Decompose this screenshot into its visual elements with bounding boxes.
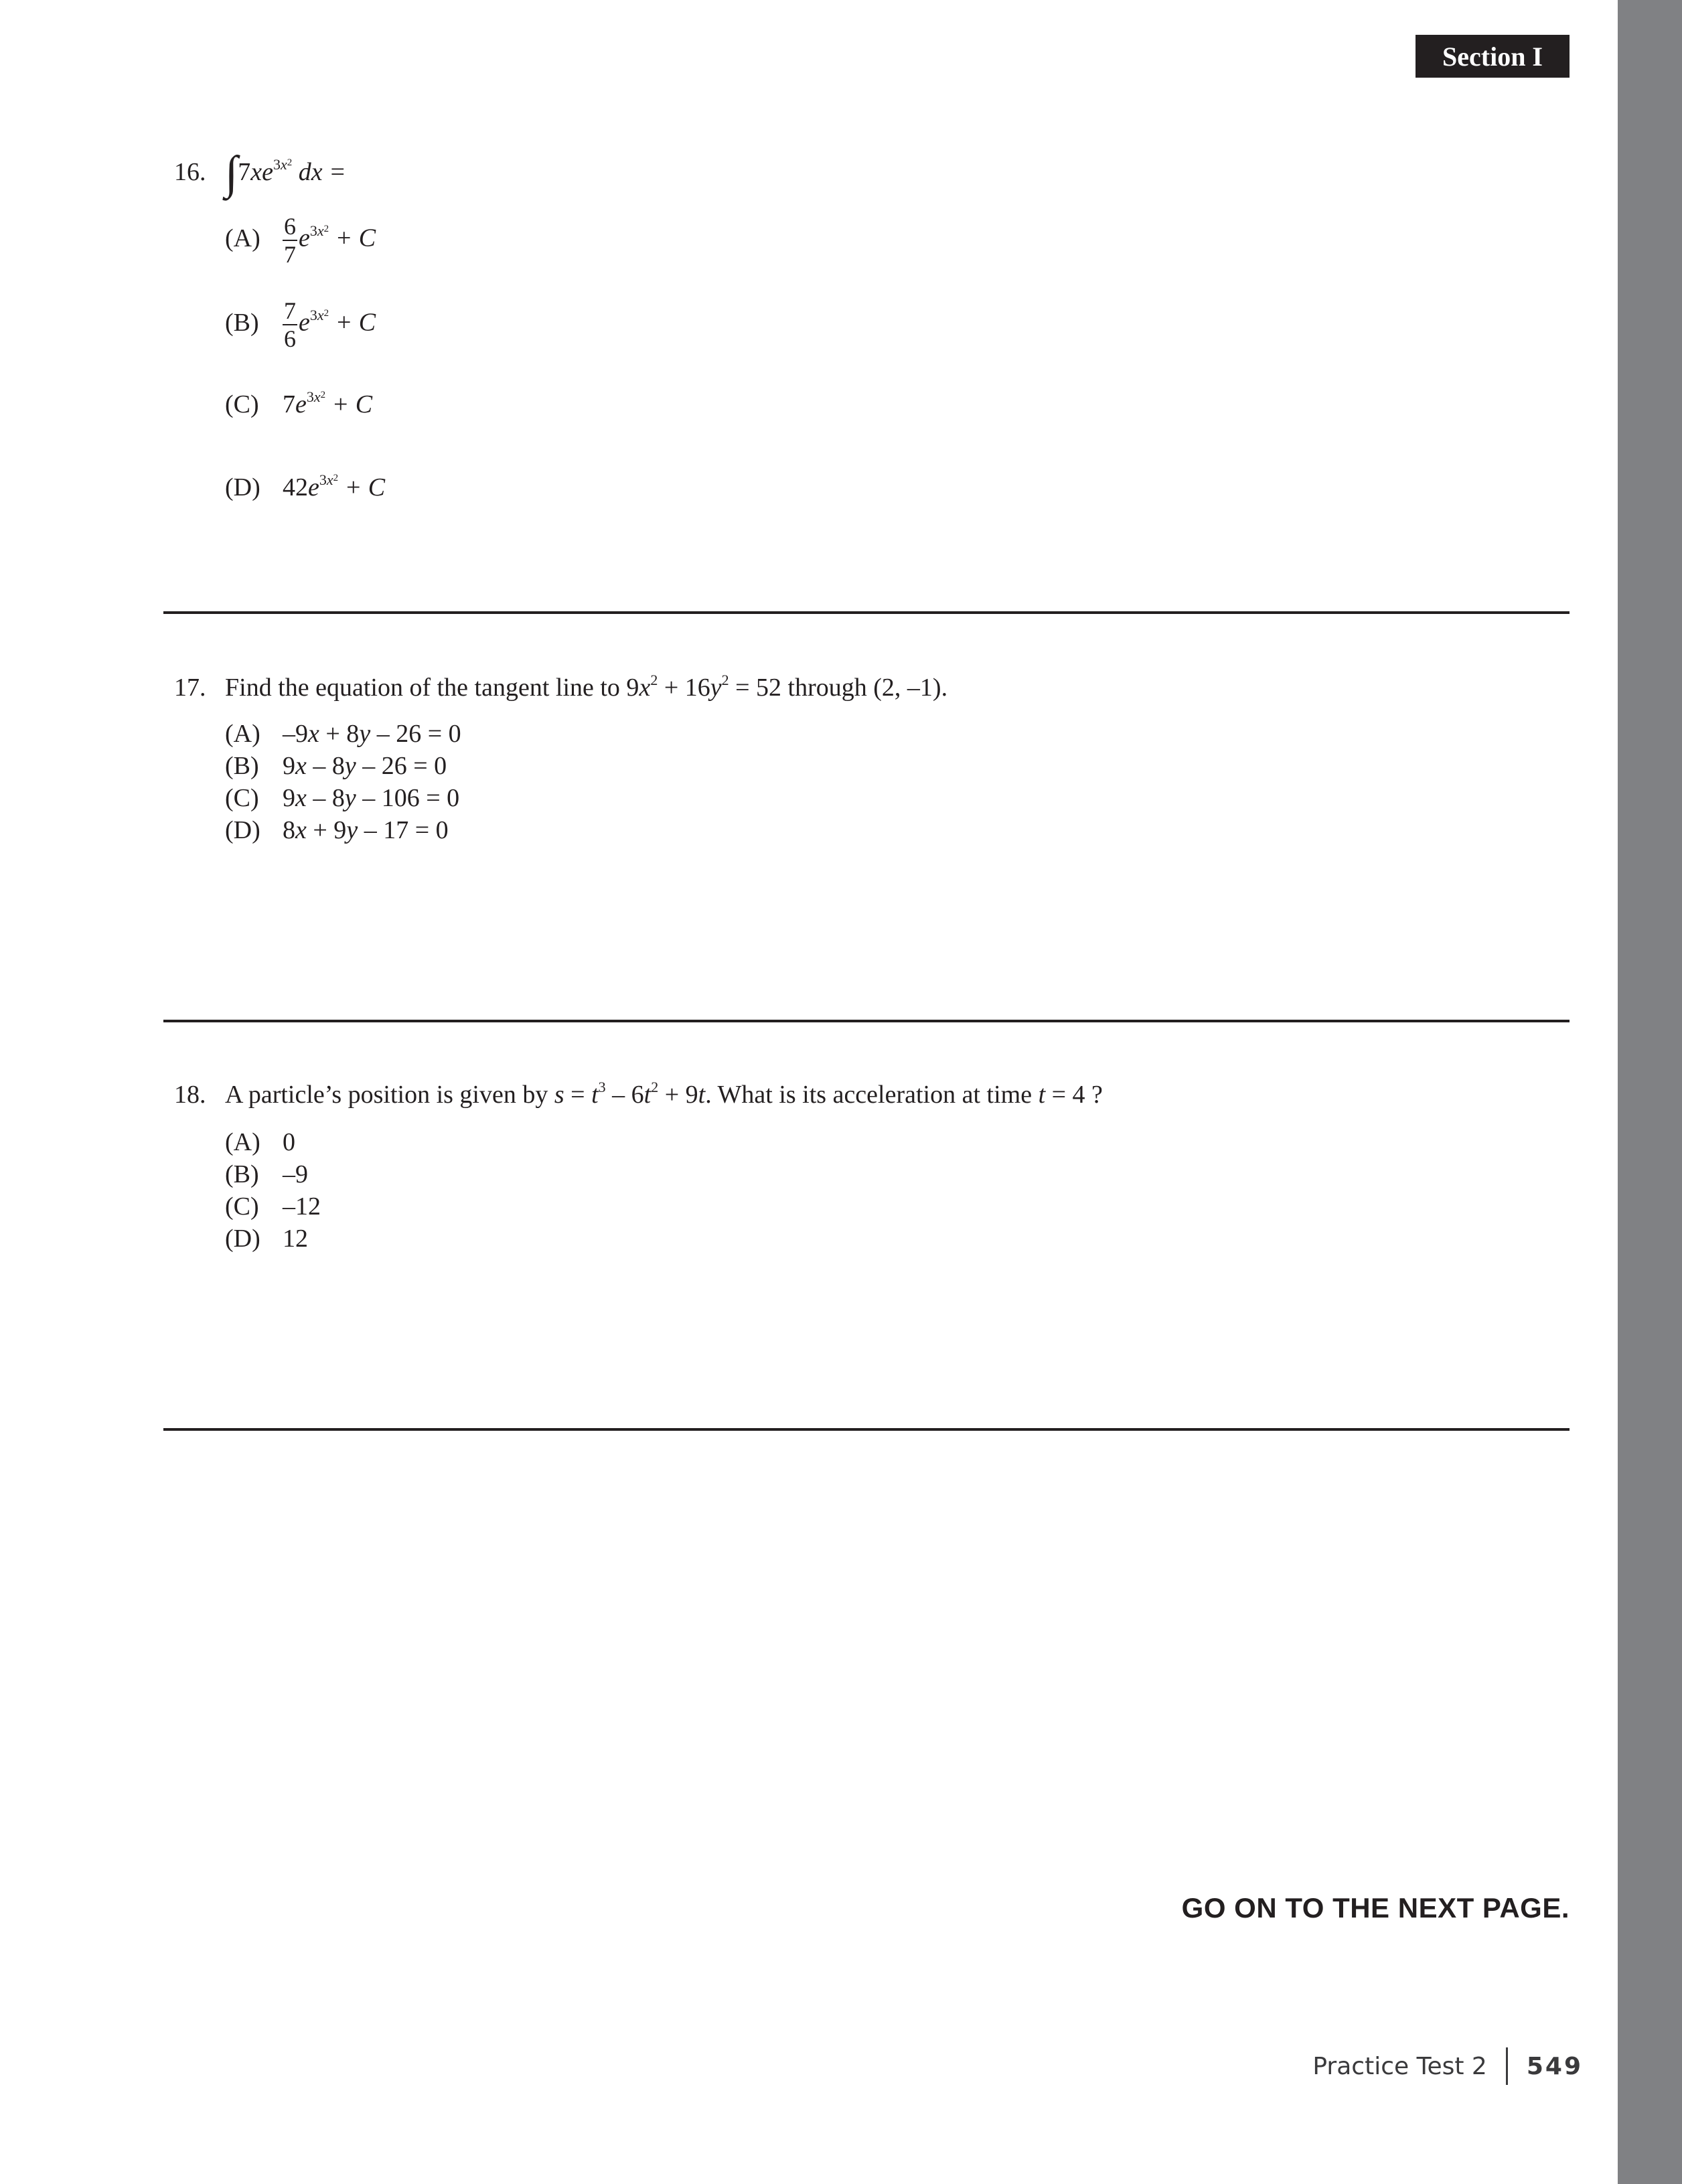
choice-letter: (D) [225,473,260,501]
question-16-choice-d[interactable] [225,471,385,503]
choice-base: e [299,308,310,337]
fraction-numerator: 6 [284,213,296,240]
stem-base: e [262,158,273,186]
question-17-choice-a[interactable] [225,718,461,750]
choice-letter: (A) [225,1128,260,1156]
choice-var: x [295,816,307,844]
exp-coef: 3 [319,471,327,488]
choice-text: –9 [283,720,308,748]
choice-letter: (A) [225,720,260,748]
choice-text: – 8 [306,784,345,812]
stem-text: + 9 [658,1081,698,1109]
question-16-choice-b[interactable] [225,297,376,352]
exp-coef: 3 [309,222,317,239]
side-margin-bar [1618,0,1682,2184]
stem-power: 2 [650,672,658,688]
stem-exponent [273,156,292,173]
choice-var: y [359,720,371,748]
choice-base: e [295,390,307,418]
choice-exponent [310,307,329,323]
choice-text: – 8 [306,752,345,780]
stem-coef: 7 [238,158,251,186]
stem-text: . What is its acceleration at time [705,1081,1039,1109]
choice-letter: (B) [225,1160,259,1188]
choice-coef: 42 [283,473,308,501]
question-16-choice-c[interactable] [225,388,372,420]
stem-var: t [1038,1081,1046,1109]
fraction-denominator: 6 [284,325,296,352]
choice-exponent [307,388,325,405]
choice-value: 0 [283,1128,295,1156]
choice-exponent [310,222,329,239]
question-16-choice-a[interactable] [225,213,376,268]
stem-var: x [639,674,651,702]
choice-tail: + C [335,224,376,252]
exp-coef: 3 [306,388,314,405]
choice-text: – 26 = 0 [370,720,461,748]
choice-text: – 17 = 0 [358,816,449,844]
question-16-number: 16. [174,158,206,186]
section-label: Section I [1416,35,1570,78]
stem-text: + 16 [658,674,710,702]
exp-coef: 3 [273,156,281,173]
question-divider [163,1020,1570,1022]
stem-var: t [698,1081,706,1109]
exp-var: x [326,471,333,488]
stem-var: s [554,1081,564,1109]
choice-base: e [299,224,310,252]
choice-var: x [295,784,307,812]
exp-var: x [317,222,324,239]
stem-text: = 4 ? [1045,1081,1103,1109]
exp-coef: 3 [309,306,317,323]
choice-letter: (B) [225,752,259,780]
choice-value: 12 [283,1225,308,1253]
question-18-choice-c[interactable] [225,1190,321,1223]
choice-var: y [346,816,358,844]
question-17-number: 17. [174,674,206,702]
choice-letter: (C) [225,390,259,418]
choice-letter: (C) [225,784,259,812]
choice-letter: (A) [225,224,260,252]
stem-var: t [643,1081,652,1109]
choice-letter: (D) [225,1225,260,1253]
choice-letter: (B) [225,308,259,337]
choice-exponent [319,471,338,488]
stem-tail: dx = [298,158,346,186]
choice-text: – 106 = 0 [356,784,460,812]
choice-text: – 26 = 0 [356,752,447,780]
exp-pow: 2 [287,157,293,168]
footer-test-name: Practice Test 2 [1312,2052,1487,2080]
question-18-stem [225,1078,1103,1111]
stem-text: = [564,1081,592,1109]
choice-letter: (C) [225,1192,259,1221]
choice-tail: + C [335,308,376,337]
stem-text: A particle’s position is given by [225,1081,554,1109]
choice-var: y [344,784,356,812]
stem-text: Find the equation of the tangent line to 9 [225,674,639,702]
stem-text: = 52 through (2, –1). [729,674,948,702]
exp-pow: 2 [323,223,329,234]
exp-var: x [317,306,324,323]
stem-text: – 6 [605,1081,644,1109]
choice-var: x [308,720,319,748]
choice-letter: (D) [225,816,260,844]
exp-var: x [280,156,287,173]
choice-tail: + C [344,473,386,501]
choice-value: –9 [283,1160,308,1188]
choice-text: + 8 [319,720,360,748]
choice-text: 8 [283,816,295,844]
question-18-number: 18. [174,1081,206,1109]
question-17-stem [225,671,947,704]
stem-power: 3 [598,1079,606,1095]
page-footer [1312,2049,1583,2084]
integral-sign: ∫ [225,147,238,199]
exp-pow: 2 [333,473,339,483]
choice-text: 9 [283,784,295,812]
choice-text: + 9 [306,816,347,844]
exp-pow: 2 [323,307,329,319]
page-number: 549 [1526,2052,1583,2080]
choice-base: e [308,473,319,501]
footer-divider [1506,2047,1508,2085]
choice-value: –12 [283,1192,321,1221]
stem-power: 2 [651,1079,659,1095]
question-divider [163,611,1570,614]
stem-var: t [591,1081,599,1109]
choice-tail: + C [331,390,373,418]
fraction [283,213,297,268]
stem-var: y [710,674,722,702]
fraction [283,297,297,352]
question-divider [163,1428,1570,1431]
stem-power: 2 [721,672,729,688]
question-18-choice-d[interactable] [225,1223,308,1255]
choice-coef: 7 [283,390,295,418]
question-17-choice-d[interactable] [225,814,449,846]
choice-var: x [295,752,307,780]
stem-var: x [250,158,262,186]
exp-pow: 2 [320,390,326,400]
choice-var: y [344,752,356,780]
question-17-choice-b[interactable] [225,750,447,782]
choice-text: 9 [283,752,295,780]
fraction-denominator: 7 [284,241,296,268]
question-18-choice-b[interactable] [225,1158,308,1190]
exp-var: x [313,388,321,405]
next-page-instruction: GO ON TO THE NEXT PAGE. [1181,1892,1570,1924]
question-17-choice-c[interactable] [225,782,459,814]
question-16-stem [225,147,346,199]
question-18-choice-a[interactable] [225,1126,295,1158]
fraction-numerator: 7 [284,297,296,324]
